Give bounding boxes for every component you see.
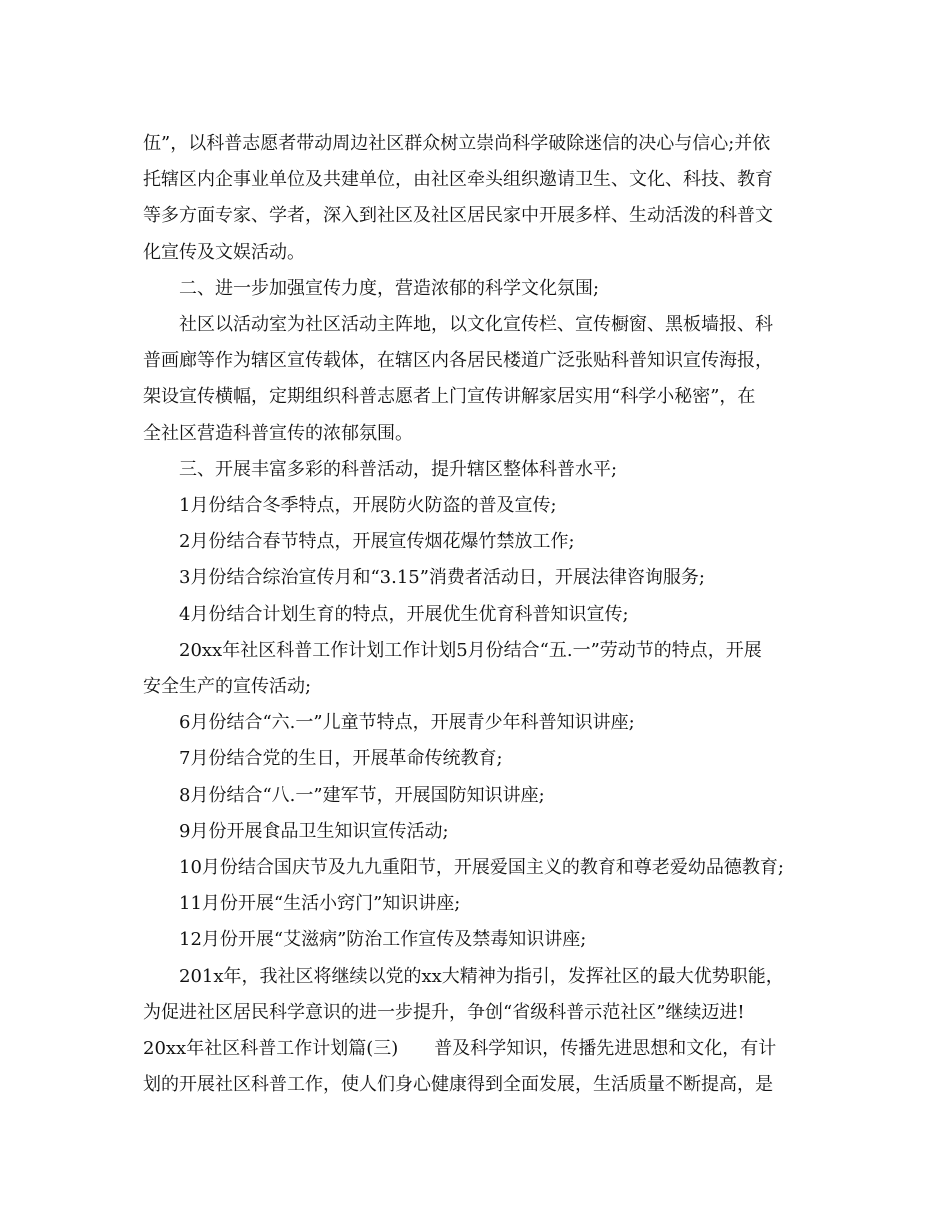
text-line: 201x年，我社区将继续以党的xx大精神为指引，发挥社区的最大优势职能， — [179, 965, 784, 987]
list-item: 1月份结合冬季特点，开展防火防盗的普及宣传; — [179, 495, 557, 517]
text-line: 为促进社区居民科学意识的进一步提升，争创“省级科普示范社区”继续迈进! — [143, 1001, 745, 1023]
list-item: 11月份开展“生活小窍门”知识讲座; — [179, 893, 461, 915]
list-item: 6月份结合“六.一”儿童节特点，开展青少年科普知识讲座; — [179, 712, 635, 734]
text-line: 伍”，以科普志愿者带动周边社区群众树立崇尚科学破除迷信的决心与信心;并依 — [143, 133, 771, 154]
document-body — [143, 126, 813, 1103]
list-item: 2月份结合春节特点，开展宣传烟花爆竹禁放工作; — [179, 531, 575, 553]
section-heading: 三、开展丰富多彩的科普活动，提升辖区整体科普水平; — [179, 458, 618, 480]
text-line: 普画廊等作为辖区宣传载体，在辖区内各居民楼道广泛张贴科普知识宣传海报， — [143, 350, 773, 372]
list-item: 7月份结合党的生日，开展革命传统教育; — [179, 748, 503, 770]
text-line: 架设宣传横幅，定期组织科普志愿者上门宣传讲解家居实用“科学小秘密”，在 — [143, 386, 756, 408]
list-item: 4月份结合计划生育的特点，开展优生优育科普知识宣传; — [179, 603, 629, 625]
text-line: 20xx年社区科普工作计划篇(三) 普及科学知识，传播先进思想和文化，有计 — [143, 1038, 777, 1060]
list-item: 12月份开展“艾滋病”防治工作宣传及禁毒知识讲座; — [179, 929, 587, 951]
list-item: 20xx年社区科普工作计划工作计划5月份结合“五.一”劳动节的特点，开展 — [179, 639, 762, 661]
list-item: 9月份开展食品卫生知识宣传活动; — [179, 820, 449, 842]
list-item: 10月份结合国庆节及九九重阳节，开展爱国主义的教育和尊老爱幼品德教育; — [179, 857, 784, 879]
text-line: 托辖区内企事业单位及共建单位，由社区牵头组织邀请卫生、文化、科技、教育 — [143, 169, 773, 191]
list-item: 3月份结合综治宣传月和“3.15”消费者活动日，开展法律咨询服务; — [179, 567, 705, 589]
section-heading: 二、进一步加强宣传力度，营造浓郁的科学文化氛围; — [179, 277, 600, 299]
text-line: 划的开展社区科普工作，使人们身心健康得到全面发展，生活质量不断提高，是 — [143, 1074, 773, 1096]
text-line: 全社区营造科普宣传的浓郁氛围。 — [143, 422, 413, 444]
text-line: 社区以活动室为社区活动主阵地，以文化宣传栏、宣传橱窗、黑板墙报、科 — [179, 314, 773, 336]
list-item: 8月份结合“八.一”建军节，开展国防知识讲座; — [179, 784, 545, 806]
text-line: 安全生产的宣传活动; — [143, 676, 312, 698]
text-line: 化宣传及文娱活动。 — [143, 241, 305, 263]
text-line: 等多方面专家、学者，深入到社区及社区居民家中开展多样、生动活泼的科普文 — [143, 205, 773, 227]
